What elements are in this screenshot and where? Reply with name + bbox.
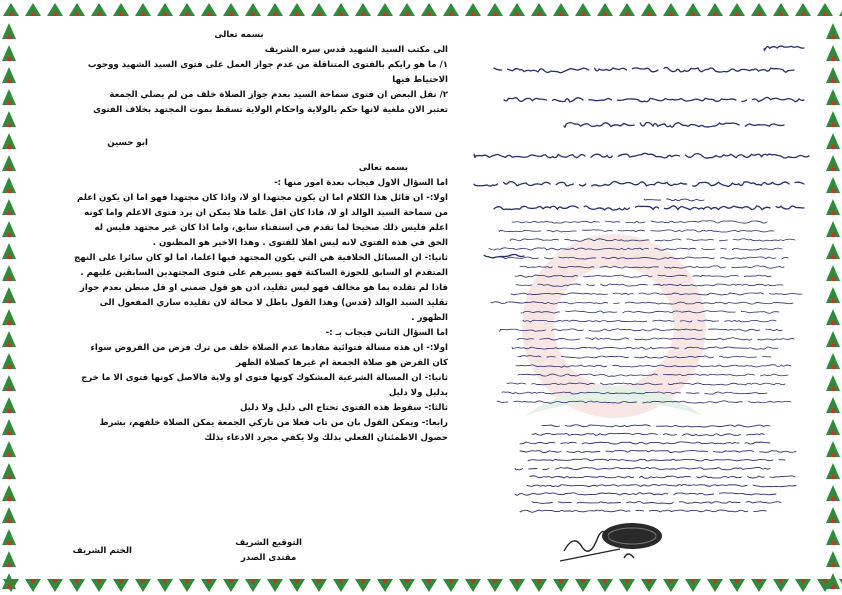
signature-label: التوقيع الشريف [235, 538, 302, 548]
answer-line: بدليل ولا دليل [388, 388, 448, 398]
handwriting-line [764, 46, 804, 50]
handwritten-scan [464, 26, 820, 572]
question-line: تعتبر الان ملغية لانها حكم بالولاية واحكام الولاية تسقط بموت المجتهد بخلاف الفتوى [93, 105, 448, 115]
decorative-border-left [0, 0, 18, 595]
handwriting-line [528, 459, 785, 461]
signature-label-group [235, 536, 302, 566]
handwriting-line [510, 239, 795, 241]
handwriting-line [474, 181, 804, 186]
answer-line: الحق في هذه الفتوى لانه ليس اهلا للفتوى . وهذا الاخير هو المظنون . [152, 238, 448, 248]
answer-line: اما السؤال الثاني فيجاب بـ :- [325, 328, 448, 338]
answer-line: حصول الاطمئنان الفعلي بذلك ولا يكفي مجرد الادعاء بذلك [204, 433, 448, 443]
answer-line: اولا:- ان قائل هذا الكلام اما ان يكون مجتهدا او لا، واذا كان مجتهدا فهو اما ان يكون اعلم [77, 193, 448, 203]
handwriting-line [494, 67, 794, 72]
handwriting-line [532, 433, 764, 435]
signature-block [42, 536, 302, 572]
answer-line: تقليد السيد الوالد (قدس) وهذا القول باطل لا محالة لان تقليده ساري المفعول الى [99, 298, 448, 308]
answer-line: ثانيا:- ان المسائل الخلافية هي التي يكون المجتهد فيها اعلما، اما لو كان سائرا على النهج [74, 253, 448, 263]
answer-line: المتقدم او السابق للحوزة الساكتة فهو يسيرهم على فتوى المجتهدين السابقين عليهم . [80, 268, 448, 278]
handwriting-line [527, 484, 796, 486]
decorative-border-bottom [0, 577, 842, 595]
questioner-name: ابو حسين [107, 138, 148, 148]
answer-line: فاذا لم تقلده بما هو مخالف فهو ليس تقليد، اذن هو قول ضمني او قل مبطن بعدم جواز [79, 283, 448, 293]
handwriting-line [530, 476, 795, 478]
answer-line: ثالثا:- سقوط هذه الفتوى تحتاج الى دليل ولا دليل [239, 403, 448, 413]
handwriting-line [474, 153, 809, 158]
decorative-border-right [824, 0, 842, 595]
handwriting-line [644, 199, 704, 201]
signature-name: مقتدى الصدر [240, 553, 297, 563]
seal-label: الختم الشريف [72, 546, 132, 556]
answer-line: اولا:- ان هذه مسالة فتوائية مفادها عدم الصلاة خلف من ترك فرض من الفروض سواء [90, 343, 448, 353]
question-line: الاحتياط فيها [392, 75, 448, 85]
answer-line: اعلم فليس ذلك صحيحا لما تقدم في استفتاء سابق، واما اذا كان غير مجتهد فليس له [94, 223, 448, 233]
handwriting-line [512, 221, 767, 223]
official-seal [602, 523, 662, 549]
document-frame [22, 22, 820, 573]
answer-line: الظهور . [411, 313, 448, 323]
watermark-emblem [522, 234, 706, 418]
question-line: ١/ ما هو رايكم بالفتوى المتناقلة من عدم جواز العمل على فتوى السيد الشهيد ووجوب [87, 60, 448, 70]
typed-transcription [30, 28, 448, 568]
decorative-border-top [0, 0, 842, 18]
handwriting-line [542, 425, 770, 427]
answer-line: اما السؤال الاول فيجاب بعدة امور منها :- [274, 178, 448, 188]
answer-line: رابعا:- ويمكن القول بان من تاب فعلا من تاركي الجمعة يمكن الصلاة خلفهم، بشرط [99, 418, 448, 428]
handwriting-line [520, 450, 796, 452]
question-heading: بسمه تعالى [214, 30, 264, 40]
handwriting-line [499, 230, 774, 232]
handwriting-line [494, 206, 804, 210]
answer-line: من سماحة السيد الوالد او لا، فاذا كان اقل علما فلا يمكن ان يرد فتوى الاعلم واما كونه [84, 208, 448, 218]
handwriting-line [520, 510, 766, 512]
answer-heading: بسمه تعالى [358, 163, 408, 173]
question-line: ٢/ نقل البعض ان فتوى سماحة السيد بعدم جواز الصلاة خلف من لم يصلي الجمعة [109, 90, 448, 100]
handwriting-line [515, 493, 776, 495]
handwriting-line [532, 502, 781, 504]
handwriting-line [515, 467, 770, 469]
handwriting-line [564, 122, 784, 127]
handwriting-line [520, 442, 770, 444]
answer-line: كان الفرض هو صلاة الجمعة ام غيرها كصلاة الظهر [236, 358, 448, 368]
answer-line: ثانيا:- ان المسالة الشرعية المشكوك كونها فتوى او ولاية فالاصل كونها فتوى الا ما خرج [81, 373, 448, 383]
handwriting-line [504, 97, 804, 101]
question-line: الى مكتب السيد الشهيد قدس سره الشريف [264, 45, 448, 55]
